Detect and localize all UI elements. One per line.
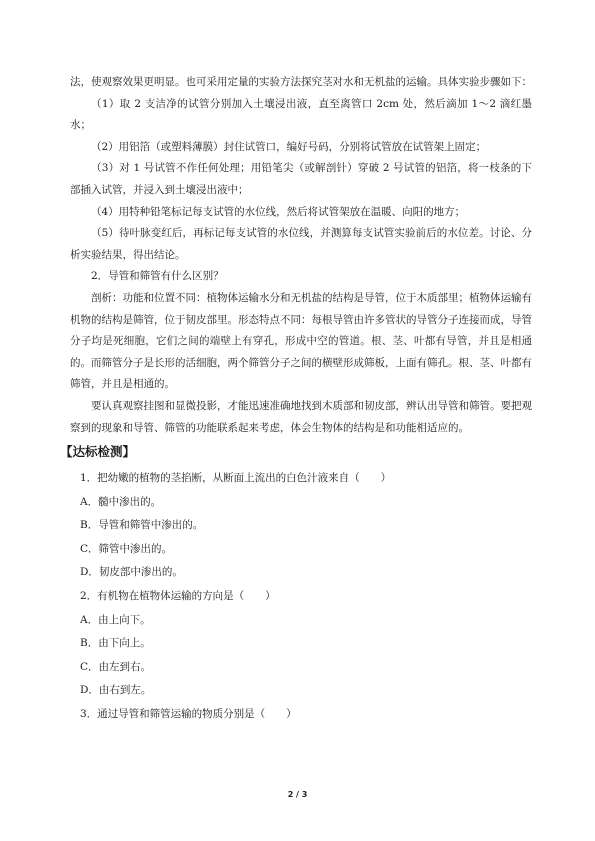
body-paragraph: 法，使观察效果更明显。也可采用定量的实验方法探究茎对水和无机盐的运输。具体实验步骤如下：	[70, 76, 532, 88]
section-heading: 【达标检测】	[60, 444, 136, 460]
question-option: D．由右到左。	[80, 684, 152, 697]
page-content	[60, 72, 532, 727]
question-option: C．由左到右。	[80, 660, 152, 673]
body-paragraph: 2．导管和筛管有什么区别？	[91, 270, 224, 283]
page-number: 2 / 3	[287, 790, 308, 799]
body-paragraph: 剖析：功能和位置不同：植物体运输水分和无机盐的结构是导管，位于木质部里；植物体运输有机物的结构是筛管，位于韧皮部里。形态特点不同：每根导管由许多管状的导管分子连接而成，导管分子均是死细胞，它们之间的端壁上有穿孔，形成中空的管道。根、茎、叶都有导管，并且是相通的。而筛管分子是长形的活细胞，两个筛管分子之间的横壁形成筛板，上面有筛孔。根、茎、叶都有筛管，并且是相通的。	[70, 291, 532, 391]
question-option: A．髓中渗出的。	[80, 495, 162, 508]
body-paragraph: （2）用铝箔（或塑料薄膜）封住试管口，编好号码，分别将试管放在试管架上固定；	[91, 140, 487, 153]
body-paragraphs	[70, 72, 532, 439]
body-paragraph: （5）待叶脉变红后，再标记每支试管的水位线，并测算每支试管实验前后的水位差。讨论、分析实验结果，得出结论。	[70, 227, 532, 261]
question-stem: 3．通过导管和筛管运输的物质分别是（ ）	[80, 708, 297, 721]
question-option: B．由下向上。	[80, 637, 151, 650]
question-option: B．导管和筛管中渗出的。	[80, 519, 204, 532]
body-paragraph: （3）对 1 号试管不作任何处理；用铅笔尖（或解剖针）穿破 2 号试管的铝箔，将一枝条的下部插入试管，并浸入到土壤浸出液中；	[70, 162, 532, 196]
body-paragraph: （1）取 2 支洁净的试管分别加入土壤浸出液，直至离管口 2cm 处，然后滴加 1～2 滴红墨水；	[70, 97, 532, 132]
question-stem: 2．有机物在植物体运输的方向是（ ）	[80, 590, 276, 603]
question-list	[70, 467, 532, 727]
question-option: D．韧皮部中渗出的。	[80, 566, 183, 579]
question-option: C．筛管中渗出的。	[80, 542, 173, 555]
question-stem: 1．把幼嫩的植物的茎掐断，从断面上流出的白色汁液来自（ ）	[80, 472, 392, 485]
body-paragraph: 要认真观察挂图和显微投影，才能迅速准确地找到木质部和韧皮部，辨认出导管和筛管。要把观察到的现象和导管、筛管的功能联系起来考虑，体会生物体的结构是和功能相适应的。	[70, 399, 532, 434]
body-paragraph: （4）用特种铅笔标记每支试管的水位线，然后将试管架放在温暖、向阳的地方；	[91, 205, 466, 218]
question-option: A．由上向下。	[80, 613, 151, 626]
